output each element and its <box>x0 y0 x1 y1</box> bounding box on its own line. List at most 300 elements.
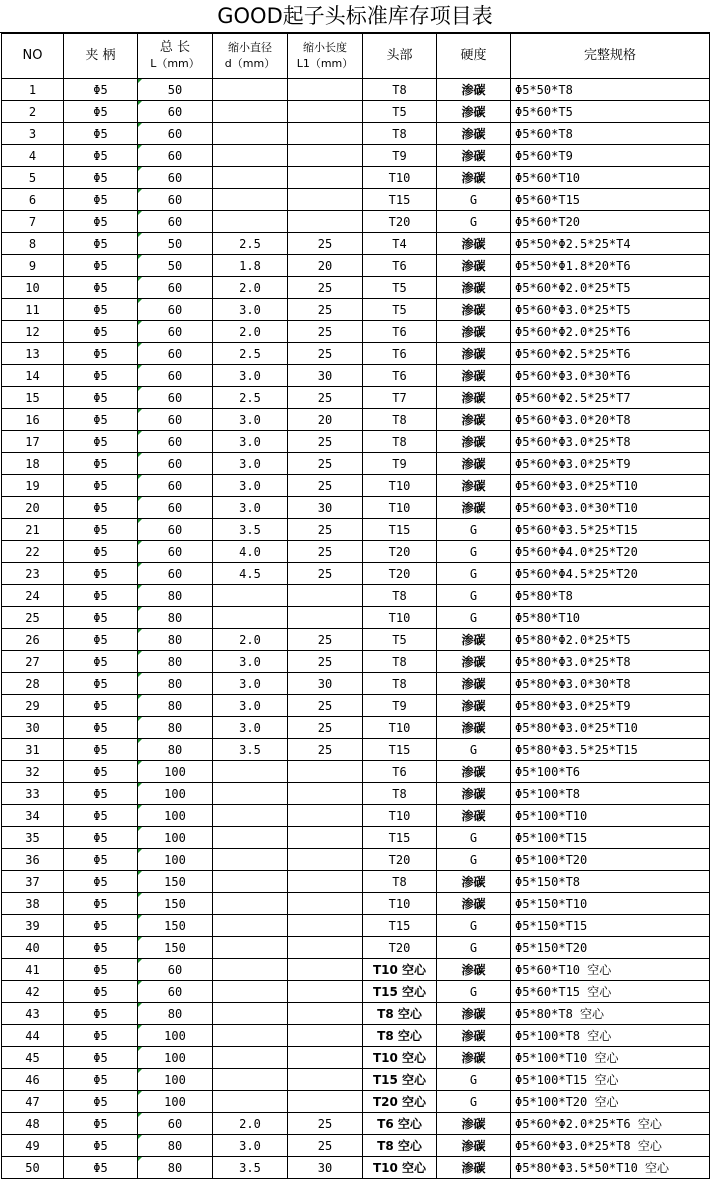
cell-no: 42 <box>2 981 64 1003</box>
cell-length: 80 <box>138 629 213 651</box>
cell-no: 23 <box>2 563 64 585</box>
cell-handle: Φ5 <box>64 123 138 145</box>
cell-hardness: 渗碳 <box>437 1135 511 1157</box>
table-row <box>2 145 710 167</box>
cell-full-spec: Φ5*60*Φ3.0*30*T10 <box>511 497 710 519</box>
cell-handle: Φ5 <box>64 453 138 475</box>
cell-no: 9 <box>2 255 64 277</box>
cell-no: 15 <box>2 387 64 409</box>
cell-hardness: 渗碳 <box>437 299 511 321</box>
cell-head: T8 空心 <box>363 1003 437 1025</box>
cell-reduced-diameter <box>213 827 288 849</box>
cell-reduced-length <box>288 189 363 211</box>
cell-head: T8 <box>363 871 437 893</box>
cell-no: 17 <box>2 431 64 453</box>
cell-hardness: G <box>437 519 511 541</box>
cell-hardness: 渗碳 <box>437 1025 511 1047</box>
cell-full-spec: Φ5*100*T20 <box>511 849 710 871</box>
cell-reduced-length <box>288 959 363 981</box>
cell-length: 80 <box>138 695 213 717</box>
table-row <box>2 805 710 827</box>
cell-full-spec: Φ5*60*Φ2.0*25*T6 空心 <box>511 1113 710 1135</box>
cell-full-spec: Φ5*100*T6 <box>511 761 710 783</box>
cell-full-spec: Φ5*60*Φ3.0*25*T9 <box>511 453 710 475</box>
cell-full-spec: Φ5*60*Φ2.5*25*T7 <box>511 387 710 409</box>
cell-no: 41 <box>2 959 64 981</box>
cell-reduced-diameter <box>213 211 288 233</box>
cell-hardness: 渗碳 <box>437 365 511 387</box>
cell-hardness: 渗碳 <box>437 695 511 717</box>
cell-head: T10 <box>363 497 437 519</box>
table-row <box>2 629 710 651</box>
cell-hardness: 渗碳 <box>437 453 511 475</box>
cell-full-spec: Φ5*80*T8 空心 <box>511 1003 710 1025</box>
cell-length: 60 <box>138 299 213 321</box>
cell-no: 13 <box>2 343 64 365</box>
cell-reduced-length: 25 <box>288 695 363 717</box>
cell-reduced-length <box>288 167 363 189</box>
cell-full-spec: Φ5*80*Φ3.0*30*T8 <box>511 673 710 695</box>
header-reduced-length <box>288 34 363 79</box>
cell-reduced-diameter: 3.0 <box>213 651 288 673</box>
cell-no: 40 <box>2 937 64 959</box>
table-row <box>2 541 710 563</box>
cell-full-spec: Φ5*100*T15 空心 <box>511 1069 710 1091</box>
cell-head: T9 <box>363 145 437 167</box>
cell-reduced-diameter <box>213 849 288 871</box>
cell-hardness: 渗碳 <box>437 805 511 827</box>
cell-length: 100 <box>138 827 213 849</box>
cell-hardness: G <box>437 189 511 211</box>
cell-reduced-diameter: 3.0 <box>213 365 288 387</box>
cell-full-spec: Φ5*60*Φ3.0*25*T5 <box>511 299 710 321</box>
cell-head: T6 <box>363 343 437 365</box>
cell-handle: Φ5 <box>64 277 138 299</box>
cell-no: 38 <box>2 893 64 915</box>
cell-full-spec: Φ5*80*Φ3.0*25*T9 <box>511 695 710 717</box>
cell-length: 150 <box>138 937 213 959</box>
cell-head: T6 <box>363 365 437 387</box>
cell-handle: Φ5 <box>64 761 138 783</box>
cell-reduced-diameter: 3.5 <box>213 1157 288 1179</box>
cell-full-spec: Φ5*80*Φ3.0*25*T8 <box>511 651 710 673</box>
cell-reduced-length <box>288 805 363 827</box>
cell-hardness: G <box>437 1069 511 1091</box>
cell-length: 80 <box>138 1003 213 1025</box>
cell-handle: Φ5 <box>64 651 138 673</box>
cell-head: T10 <box>363 475 437 497</box>
cell-full-spec: Φ5*100*T10 <box>511 805 710 827</box>
cell-no: 45 <box>2 1047 64 1069</box>
cell-hardness: 渗碳 <box>437 1047 511 1069</box>
cell-full-spec: Φ5*100*T10 空心 <box>511 1047 710 1069</box>
cell-reduced-length: 25 <box>288 651 363 673</box>
cell-handle: Φ5 <box>64 475 138 497</box>
cell-handle: Φ5 <box>64 519 138 541</box>
cell-length: 60 <box>138 1113 213 1135</box>
cell-no: 19 <box>2 475 64 497</box>
cell-handle: Φ5 <box>64 607 138 629</box>
cell-length: 60 <box>138 497 213 519</box>
cell-reduced-length: 25 <box>288 563 363 585</box>
cell-length: 80 <box>138 607 213 629</box>
cell-reduced-length <box>288 893 363 915</box>
cell-full-spec: Φ5*60*T5 <box>511 101 710 123</box>
cell-no: 49 <box>2 1135 64 1157</box>
cell-head: T8 <box>363 431 437 453</box>
table-body <box>2 79 710 1179</box>
cell-hardness: 渗碳 <box>437 387 511 409</box>
cell-full-spec: Φ5*150*T10 <box>511 893 710 915</box>
cell-reduced-length: 25 <box>288 629 363 651</box>
cell-head: T9 <box>363 453 437 475</box>
header-full-spec: 完整规格 <box>511 34 710 79</box>
cell-handle: Φ5 <box>64 563 138 585</box>
cell-head: T5 <box>363 277 437 299</box>
cell-length: 80 <box>138 739 213 761</box>
cell-length: 60 <box>138 387 213 409</box>
cell-head: T20 <box>363 541 437 563</box>
cell-reduced-length: 30 <box>288 365 363 387</box>
cell-length: 80 <box>138 585 213 607</box>
cell-head: T6 <box>363 255 437 277</box>
cell-reduced-length: 25 <box>288 717 363 739</box>
cell-no: 12 <box>2 321 64 343</box>
cell-length: 80 <box>138 1135 213 1157</box>
cell-reduced-diameter <box>213 585 288 607</box>
cell-head: T10 <box>363 167 437 189</box>
cell-reduced-length <box>288 1091 363 1113</box>
cell-full-spec: Φ5*60*T20 <box>511 211 710 233</box>
cell-no: 34 <box>2 805 64 827</box>
cell-length: 80 <box>138 717 213 739</box>
cell-reduced-length: 25 <box>288 1135 363 1157</box>
cell-reduced-diameter <box>213 805 288 827</box>
cell-reduced-length <box>288 915 363 937</box>
table-row <box>2 871 710 893</box>
cell-reduced-diameter <box>213 167 288 189</box>
cell-reduced-diameter: 4.5 <box>213 563 288 585</box>
cell-hardness: 渗碳 <box>437 1113 511 1135</box>
cell-length: 60 <box>138 277 213 299</box>
cell-no: 18 <box>2 453 64 475</box>
cell-full-spec: Φ5*150*T8 <box>511 871 710 893</box>
cell-no: 16 <box>2 409 64 431</box>
cell-reduced-diameter: 3.5 <box>213 519 288 541</box>
cell-handle: Φ5 <box>64 893 138 915</box>
cell-length: 60 <box>138 563 213 585</box>
cell-reduced-length <box>288 145 363 167</box>
cell-handle: Φ5 <box>64 585 138 607</box>
cell-full-spec: Φ5*100*T15 <box>511 827 710 849</box>
cell-no: 7 <box>2 211 64 233</box>
table-row <box>2 981 710 1003</box>
cell-length: 100 <box>138 1047 213 1069</box>
cell-length: 100 <box>138 1069 213 1091</box>
cell-full-spec: Φ5*150*T15 <box>511 915 710 937</box>
cell-handle: Φ5 <box>64 167 138 189</box>
cell-length: 80 <box>138 1157 213 1179</box>
cell-length: 60 <box>138 123 213 145</box>
cell-hardness: 渗碳 <box>437 321 511 343</box>
cell-handle: Φ5 <box>64 981 138 1003</box>
table-row <box>2 167 710 189</box>
cell-handle: Φ5 <box>64 717 138 739</box>
cell-head: T8 <box>363 79 437 101</box>
cell-handle: Φ5 <box>64 343 138 365</box>
cell-hardness: 渗碳 <box>437 277 511 299</box>
cell-reduced-diameter: 3.0 <box>213 431 288 453</box>
cell-reduced-length: 20 <box>288 409 363 431</box>
cell-no: 31 <box>2 739 64 761</box>
cell-full-spec: Φ5*80*T10 <box>511 607 710 629</box>
table-row <box>2 607 710 629</box>
cell-reduced-length: 25 <box>288 1113 363 1135</box>
header-reduced-diameter-label: 缩小直径 <box>228 41 272 54</box>
inventory-table <box>1 33 710 1179</box>
cell-no: 27 <box>2 651 64 673</box>
cell-handle: Φ5 <box>64 959 138 981</box>
cell-reduced-length: 25 <box>288 277 363 299</box>
cell-hardness: G <box>437 827 511 849</box>
table-row <box>2 497 710 519</box>
cell-reduced-length <box>288 937 363 959</box>
page-title: GOOD起子头标准库存项目表 <box>0 0 710 33</box>
cell-no: 14 <box>2 365 64 387</box>
cell-reduced-diameter: 3.0 <box>213 1135 288 1157</box>
table-row <box>2 409 710 431</box>
cell-head: T10 <box>363 893 437 915</box>
cell-hardness: 渗碳 <box>437 1157 511 1179</box>
cell-hardness: G <box>437 739 511 761</box>
cell-handle: Φ5 <box>64 233 138 255</box>
cell-hardness: 渗碳 <box>437 123 511 145</box>
cell-reduced-length <box>288 123 363 145</box>
cell-handle: Φ5 <box>64 497 138 519</box>
cell-head: T8 空心 <box>363 1025 437 1047</box>
cell-length: 60 <box>138 409 213 431</box>
header-reduced-diameter-unit: d（mm） <box>224 57 276 70</box>
cell-handle: Φ5 <box>64 431 138 453</box>
cell-reduced-diameter <box>213 761 288 783</box>
cell-full-spec: Φ5*60*T9 <box>511 145 710 167</box>
cell-no: 36 <box>2 849 64 871</box>
cell-reduced-diameter <box>213 79 288 101</box>
cell-head: T15 <box>363 519 437 541</box>
cell-full-spec: Φ5*50*Φ1.8*20*T6 <box>511 255 710 277</box>
cell-no: 28 <box>2 673 64 695</box>
cell-head: T15 空心 <box>363 981 437 1003</box>
cell-no: 44 <box>2 1025 64 1047</box>
cell-head: T10 空心 <box>363 1047 437 1069</box>
table-row <box>2 1135 710 1157</box>
header-handle: 夹 柄 <box>64 34 138 79</box>
cell-hardness: 渗碳 <box>437 233 511 255</box>
cell-head: T20 <box>363 563 437 585</box>
cell-length: 50 <box>138 233 213 255</box>
cell-no: 48 <box>2 1113 64 1135</box>
cell-hardness: G <box>437 211 511 233</box>
cell-reduced-diameter <box>213 145 288 167</box>
cell-full-spec: Φ5*60*T10 <box>511 167 710 189</box>
table-row <box>2 343 710 365</box>
cell-no: 39 <box>2 915 64 937</box>
cell-reduced-length: 25 <box>288 475 363 497</box>
cell-length: 100 <box>138 1025 213 1047</box>
cell-reduced-length: 25 <box>288 739 363 761</box>
table-row <box>2 651 710 673</box>
cell-no: 4 <box>2 145 64 167</box>
cell-length: 80 <box>138 651 213 673</box>
cell-reduced-diameter <box>213 871 288 893</box>
table-row <box>2 585 710 607</box>
table-row <box>2 233 710 255</box>
cell-hardness: 渗碳 <box>437 761 511 783</box>
header-reduced-length-unit: L1（mm） <box>296 57 354 70</box>
table-row <box>2 695 710 717</box>
table-row <box>2 79 710 101</box>
cell-handle: Φ5 <box>64 365 138 387</box>
cell-reduced-length <box>288 607 363 629</box>
cell-head: T7 <box>363 387 437 409</box>
table-row <box>2 1091 710 1113</box>
cell-reduced-length: 25 <box>288 431 363 453</box>
cell-full-spec: Φ5*60*Φ4.0*25*T20 <box>511 541 710 563</box>
cell-full-spec: Φ5*60*Φ3.0*30*T6 <box>511 365 710 387</box>
cell-no: 46 <box>2 1069 64 1091</box>
cell-no: 11 <box>2 299 64 321</box>
cell-reduced-length: 25 <box>288 453 363 475</box>
cell-no: 6 <box>2 189 64 211</box>
cell-reduced-length <box>288 101 363 123</box>
cell-hardness: G <box>437 1091 511 1113</box>
cell-reduced-diameter <box>213 1091 288 1113</box>
cell-handle: Φ5 <box>64 1113 138 1135</box>
cell-reduced-length <box>288 585 363 607</box>
cell-handle: Φ5 <box>64 805 138 827</box>
cell-hardness: 渗碳 <box>437 629 511 651</box>
cell-head: T15 <box>363 189 437 211</box>
cell-handle: Φ5 <box>64 299 138 321</box>
cell-reduced-diameter: 3.0 <box>213 475 288 497</box>
table-row <box>2 101 710 123</box>
cell-reduced-length: 20 <box>288 255 363 277</box>
cell-reduced-length <box>288 211 363 233</box>
table-row <box>2 189 710 211</box>
cell-handle: Φ5 <box>64 1157 138 1179</box>
cell-reduced-length <box>288 1003 363 1025</box>
cell-length: 60 <box>138 343 213 365</box>
cell-head: T8 <box>363 409 437 431</box>
cell-head: T8 <box>363 585 437 607</box>
table-row <box>2 277 710 299</box>
cell-full-spec: Φ5*60*Φ3.0*25*T8 <box>511 431 710 453</box>
cell-reduced-diameter: 2.0 <box>213 1113 288 1135</box>
cell-hardness: 渗碳 <box>437 959 511 981</box>
cell-hardness: 渗碳 <box>437 167 511 189</box>
cell-head: T4 <box>363 233 437 255</box>
cell-no: 29 <box>2 695 64 717</box>
cell-reduced-diameter: 2.0 <box>213 321 288 343</box>
table-row <box>2 827 710 849</box>
cell-length: 60 <box>138 981 213 1003</box>
cell-reduced-diameter: 3.0 <box>213 695 288 717</box>
cell-reduced-diameter: 2.5 <box>213 387 288 409</box>
cell-reduced-length <box>288 981 363 1003</box>
cell-handle: Φ5 <box>64 189 138 211</box>
cell-full-spec: Φ5*60*Φ4.5*25*T20 <box>511 563 710 585</box>
cell-hardness: G <box>437 915 511 937</box>
cell-full-spec: Φ5*60*T15 空心 <box>511 981 710 1003</box>
cell-head: T5 <box>363 629 437 651</box>
cell-handle: Φ5 <box>64 827 138 849</box>
cell-hardness: 渗碳 <box>437 475 511 497</box>
cell-length: 60 <box>138 453 213 475</box>
cell-full-spec: Φ5*80*T8 <box>511 585 710 607</box>
cell-full-spec: Φ5*60*T8 <box>511 123 710 145</box>
table-row <box>2 299 710 321</box>
cell-full-spec: Φ5*60*Φ3.0*25*T8 空心 <box>511 1135 710 1157</box>
cell-head: T15 空心 <box>363 1069 437 1091</box>
table-row <box>2 255 710 277</box>
table-row <box>2 387 710 409</box>
table-row <box>2 211 710 233</box>
cell-length: 50 <box>138 79 213 101</box>
cell-length: 100 <box>138 805 213 827</box>
cell-reduced-length: 30 <box>288 673 363 695</box>
cell-length: 150 <box>138 871 213 893</box>
cell-handle: Φ5 <box>64 937 138 959</box>
table-row <box>2 937 710 959</box>
cell-reduced-length <box>288 761 363 783</box>
table-row <box>2 849 710 871</box>
cell-reduced-diameter <box>213 1047 288 1069</box>
cell-handle: Φ5 <box>64 101 138 123</box>
cell-head: T8 <box>363 783 437 805</box>
cell-reduced-length: 25 <box>288 387 363 409</box>
cell-no: 1 <box>2 79 64 101</box>
cell-reduced-diameter: 3.0 <box>213 453 288 475</box>
cell-reduced-diameter <box>213 915 288 937</box>
cell-no: 37 <box>2 871 64 893</box>
cell-reduced-diameter: 1.8 <box>213 255 288 277</box>
cell-head: T8 <box>363 673 437 695</box>
cell-reduced-diameter: 4.0 <box>213 541 288 563</box>
cell-handle: Φ5 <box>64 849 138 871</box>
cell-no: 20 <box>2 497 64 519</box>
header-reduced-diameter <box>213 34 288 79</box>
cell-head: T20 <box>363 937 437 959</box>
table-row <box>2 365 710 387</box>
cell-length: 60 <box>138 145 213 167</box>
cell-length: 100 <box>138 849 213 871</box>
table-row <box>2 475 710 497</box>
cell-length: 60 <box>138 211 213 233</box>
cell-head: T15 <box>363 915 437 937</box>
cell-full-spec: Φ5*60*Φ2.5*25*T6 <box>511 343 710 365</box>
cell-handle: Φ5 <box>64 871 138 893</box>
table-row <box>2 761 710 783</box>
cell-reduced-length: 30 <box>288 1157 363 1179</box>
cell-reduced-diameter: 3.0 <box>213 717 288 739</box>
cell-full-spec: Φ5*80*Φ2.0*25*T5 <box>511 629 710 651</box>
cell-handle: Φ5 <box>64 409 138 431</box>
cell-reduced-diameter <box>213 101 288 123</box>
cell-head: T10 <box>363 607 437 629</box>
cell-length: 60 <box>138 431 213 453</box>
cell-length: 150 <box>138 893 213 915</box>
cell-handle: Φ5 <box>64 387 138 409</box>
